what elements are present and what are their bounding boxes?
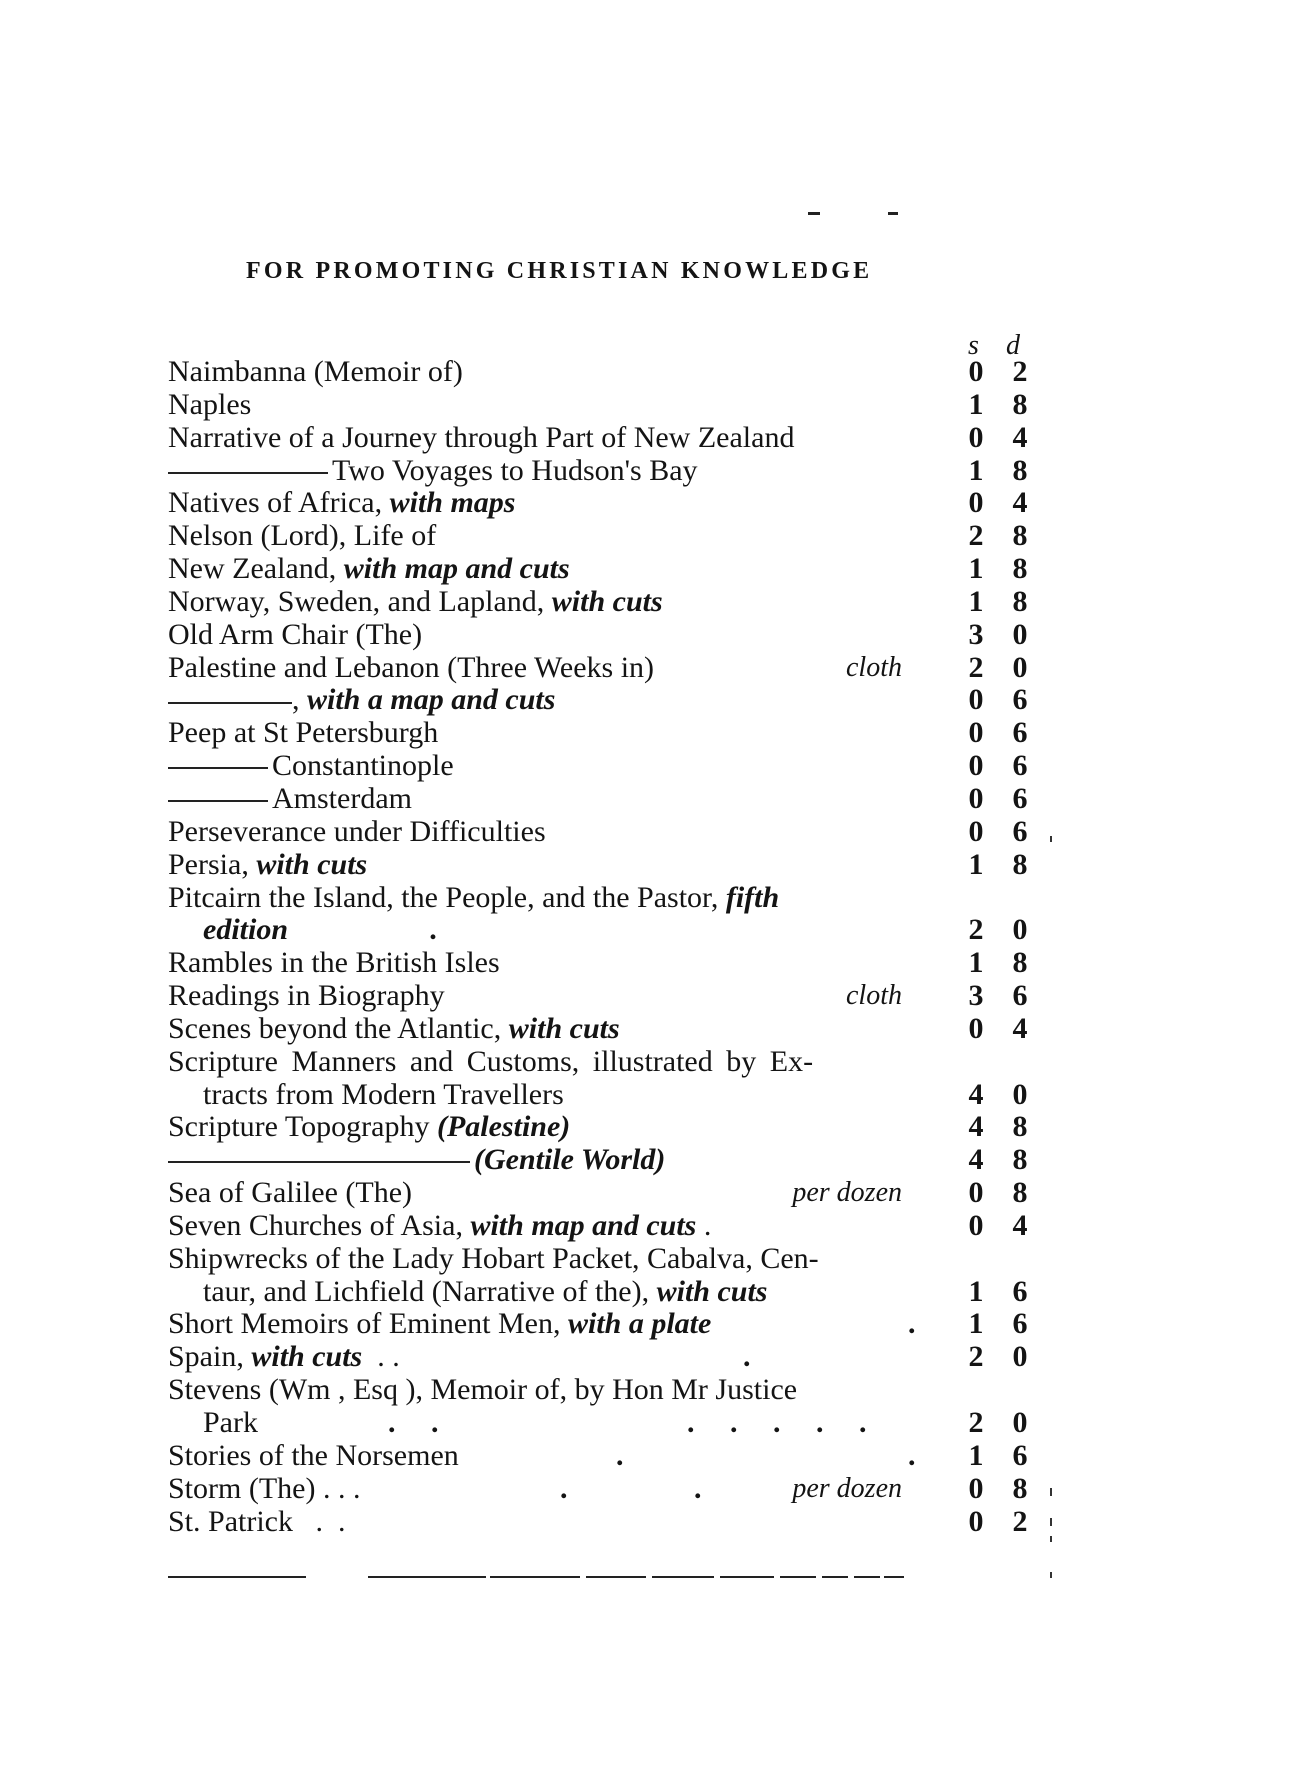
list-item: Short Memoirs of Eminent Men, with a plate . 1 6 xyxy=(168,1307,1028,1341)
list-item: Rambles in the British Isles 1 8 xyxy=(168,946,1028,980)
bottom-rule xyxy=(168,1576,968,1582)
list-item: Amsterdam 0 6 xyxy=(168,783,1058,816)
list-item: Scripture Topography (Palestine) 4 8 xyxy=(168,1110,1028,1144)
list-item: New Zealand, with map and cuts 1 8 xyxy=(168,552,1028,586)
list-item: Norway, Sweden, and Lapland, with cuts 1 8 xyxy=(168,584,1028,618)
list-item: Naimbanna (Memoir of) 0 2 xyxy=(168,355,1028,388)
list-item: Pitcairn the Island, the People, and the Pastor, fifth xyxy=(168,880,780,914)
list-item: Shipwrecks of the Lady Hobart Packet, Cabalva, Cen- xyxy=(168,1241,819,1275)
list-item: St. Patrick . . 0 2 xyxy=(168,1504,1028,1538)
list-item: Constantinople 0 6 xyxy=(168,750,1058,783)
list-item: edition . 2 0 xyxy=(203,913,1028,947)
margin-mark xyxy=(1050,836,1052,842)
shillings-column-header: s xyxy=(968,330,979,361)
pence-column-header: d xyxy=(1006,330,1020,361)
list-item: Seven Churches of Asia, with map and cuts . 0 4 xyxy=(168,1208,1028,1242)
list-item: Peep at St Petersburgh 0 6 xyxy=(168,716,1028,750)
price-list xyxy=(168,356,1058,1538)
list-item: Old Arm Chair (The) 3 0 xyxy=(168,617,1028,651)
margin-mark xyxy=(1050,1518,1052,1526)
list-item: Nelson (Lord), Life of 2 8 xyxy=(168,519,1028,553)
list-item: Two Voyages to Hudson's Bay 1 8 xyxy=(168,455,1058,488)
list-item: Narrative of a Journey through Part of New Zealand 0 4 xyxy=(168,420,1028,454)
list-item: Scripture Manners and Customs, illustrated by Ex- xyxy=(168,1044,814,1078)
margin-mark xyxy=(1050,1536,1052,1542)
list-item: taur, and Lichfield (Narrative of the), with cuts 1 6 xyxy=(203,1274,1028,1308)
list-item: Sea of Galilee (The) per dozen 0 8 xyxy=(168,1176,1028,1210)
list-item: tracts from Modern Travellers 4 0 xyxy=(203,1077,1028,1111)
list-item: Stevens (Wm , Esq ), Memoir of, by Hon Mr Justice xyxy=(168,1373,798,1407)
list-item: Naples 1 8 xyxy=(168,387,1028,421)
list-item: Natives of Africa, with maps 0 4 xyxy=(168,486,1028,520)
list-item: Palestine and Lebanon (Three Weeks in) cloth 2 0 xyxy=(168,650,1028,684)
page-header: FOR PROMOTING CHRISTIAN KNOWLEDGE xyxy=(246,258,873,284)
list-item: Readings in Biography cloth 3 6 xyxy=(168,979,1028,1013)
list-item: Stories of the Norsemen . . 1 6 xyxy=(168,1438,1028,1472)
margin-mark xyxy=(1050,1572,1052,1578)
list-item: (Gentile World) 4 8 xyxy=(168,1144,1058,1177)
list-item: Spain, with cuts . . . 2 0 xyxy=(168,1340,1028,1374)
list-item: , with a map and cuts 0 6 xyxy=(168,684,1058,717)
list-item: Persia, with cuts 1 8 xyxy=(168,847,1028,881)
list-item: Storm (The) . . . . . per dozen 0 8 xyxy=(168,1471,1028,1505)
margin-mark xyxy=(1050,1488,1052,1496)
list-item: Scenes beyond the Atlantic, with cuts 0 4 xyxy=(168,1011,1028,1045)
top-dash-marks xyxy=(808,212,898,220)
list-item: Park . . . . . . . 2 0 xyxy=(203,1406,1028,1439)
list-item: Perseverance under Difficulties 0 6 xyxy=(168,814,1028,848)
